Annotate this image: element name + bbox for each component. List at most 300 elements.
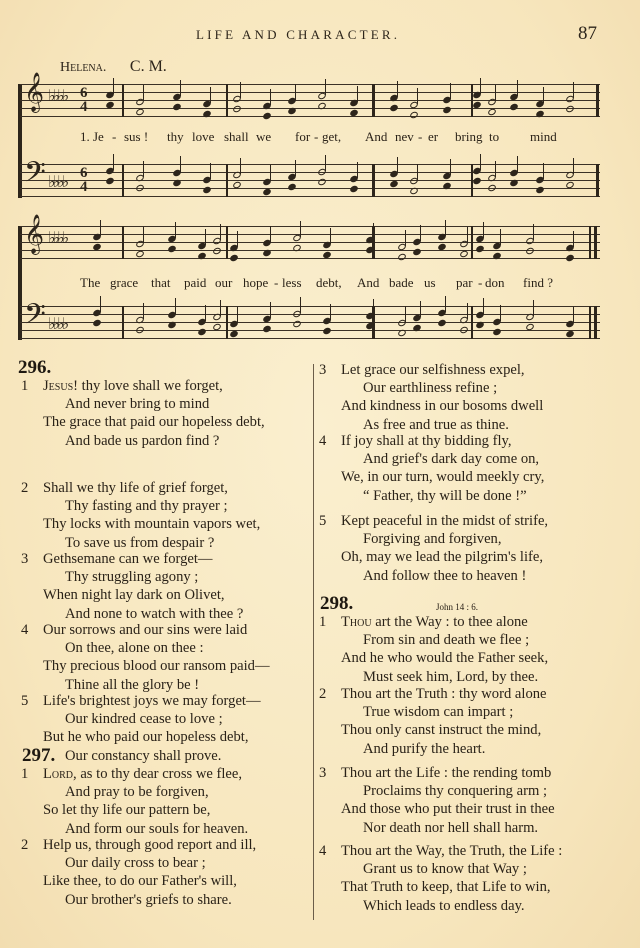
stanza-number: 3 [319, 362, 327, 378]
half-note-icon [409, 111, 419, 120]
quarter-note-icon [197, 328, 207, 337]
lyric-syllable: shall [224, 129, 249, 144]
note-stem [483, 298, 484, 314]
treble-staff [18, 216, 600, 259]
lyric-syllable: - [418, 129, 423, 144]
note-stem [405, 306, 406, 322]
note-stem [417, 164, 418, 180]
note-stem [480, 154, 481, 170]
bar-line [226, 306, 228, 339]
lyric-syllable: paid [184, 275, 207, 290]
staff-line [18, 306, 600, 307]
half-note-icon [525, 247, 535, 256]
lyric-syllable: - [314, 129, 319, 144]
quarter-note-icon [229, 254, 239, 263]
stanza-number: 2 [319, 686, 327, 702]
bar-line [372, 84, 375, 117]
note-stem [405, 230, 406, 246]
half-note-icon [292, 244, 302, 253]
note-stem [143, 227, 144, 243]
note-stem [180, 156, 181, 172]
treble-clef-icon: 𝄞 [24, 74, 45, 111]
verse-line: Our kindred cease to love ; [65, 711, 223, 728]
note-stem [240, 82, 241, 98]
note-stem [330, 228, 331, 244]
key-signature-flats-icon: ♭♭♭♭ [48, 316, 67, 333]
note-stem [420, 225, 421, 241]
bar-line [589, 226, 591, 259]
quarter-note-icon [475, 321, 485, 330]
verse-line: Must seek him, Lord, by thee. [363, 668, 539, 685]
note-stem [467, 303, 468, 319]
note-stem [397, 81, 398, 97]
note-stem [500, 229, 501, 245]
quarter-note-icon [262, 325, 272, 334]
lyric-syllable: mind [530, 129, 557, 144]
note-stem [100, 220, 101, 236]
verse-text: , as to thy dear cross we flee, [73, 766, 243, 782]
verse-line: Our brother's griefs to share. [65, 891, 232, 908]
note-stem [373, 299, 374, 315]
hymn-number-298: 298. [320, 593, 354, 614]
quarter-note-icon [167, 245, 177, 254]
stanza-lead-word: Jesus [43, 378, 74, 394]
verse-line [21, 377, 265, 395]
note-stem [573, 158, 574, 174]
note-stem [295, 84, 296, 100]
treble-staff [18, 74, 600, 117]
stanza-number: 1 [21, 378, 29, 394]
note-stem [300, 221, 301, 237]
note-stem [573, 307, 574, 323]
quarter-note-icon [509, 103, 519, 112]
quarter-note-icon [262, 112, 272, 121]
note-stem [467, 227, 468, 243]
verse-line: Life's brightest joys we may forget— [43, 693, 261, 709]
note-stem [325, 79, 326, 95]
stanza-number: 3 [319, 765, 327, 781]
half-note-icon [487, 184, 497, 193]
stanza-number: 4 [319, 843, 327, 859]
bar-line [122, 226, 124, 259]
lyric-syllable: The [80, 275, 101, 290]
verse-line [21, 765, 248, 783]
stanza-3 [21, 550, 243, 623]
quarter-note-icon [202, 186, 212, 195]
note-stem [143, 161, 144, 177]
note-stem [270, 165, 271, 181]
key-signature-flats-icon: ♭♭♭♭ [48, 230, 67, 247]
quarter-note-icon [492, 252, 502, 261]
verse-line: But he who paid our hopeless debt, [43, 729, 249, 746]
verse-line: Our constancy shall prove. [65, 747, 222, 764]
verse-line: And none to watch with thee ? [65, 605, 244, 622]
note-stem [397, 157, 398, 173]
bar-line [18, 306, 20, 339]
half-note-icon [292, 320, 302, 329]
half-note-icon [397, 329, 407, 338]
bar-line [372, 164, 375, 197]
note-stem [205, 229, 206, 245]
stanza-number: 5 [319, 513, 327, 529]
stanza-1 [21, 765, 248, 838]
quarter-note-icon [412, 248, 422, 257]
bass-clef-icon: 𝄢 [24, 158, 46, 195]
quarter-note-icon [535, 186, 545, 195]
verse-line: As free and true as thine. [363, 416, 509, 433]
note-stem [543, 163, 544, 179]
half-note-icon [459, 326, 469, 335]
lyric-syllable: that [151, 275, 171, 290]
bass-clef-icon: 𝄢 [24, 300, 46, 337]
quarter-note-icon [197, 252, 207, 261]
stanza-1 [21, 377, 265, 450]
note-stem [300, 297, 301, 313]
verse-line: Nor death nor hell shall harm. [363, 819, 539, 836]
note-stem [175, 222, 176, 238]
stanza-5 [21, 692, 261, 765]
staff-line [18, 314, 600, 315]
verse-line: Thy locks with mountain vapors wet, [43, 516, 261, 533]
stanza-number: 2 [21, 837, 29, 853]
lyric-syllable: par [456, 275, 473, 290]
note-stem [210, 163, 211, 179]
note-stem [237, 307, 238, 323]
note-stem [325, 155, 326, 171]
half-note-icon [565, 105, 575, 114]
verse-line: Which leads to endless day. [363, 897, 525, 914]
music-system-1 [18, 74, 600, 204]
lyric-syllable: And [365, 129, 388, 144]
stanza-3 [319, 764, 555, 837]
quarter-note-icon [105, 177, 115, 186]
verse-line: And kindness in our bosoms dwell [341, 398, 544, 415]
verse-line: And follow thee to heaven ! [363, 567, 527, 584]
lyric-syllable: love [192, 129, 215, 144]
bar-line [594, 226, 597, 259]
staff-line [18, 188, 600, 189]
quarter-note-icon [475, 245, 485, 254]
stanza-4 [319, 432, 544, 505]
half-note-icon [135, 184, 145, 193]
verse-line: Thy fasting and thy prayer ; [65, 498, 228, 515]
stanza-number: 4 [21, 622, 29, 638]
quarter-note-icon [172, 103, 182, 112]
stanza-2 [21, 479, 260, 552]
quarter-note-icon [92, 319, 102, 328]
note-stem [100, 296, 101, 312]
quarter-note-icon [287, 107, 297, 116]
stanza-1 [319, 613, 548, 686]
staff-line [18, 242, 600, 243]
verse-line: Like thee, to do our Father's will, [43, 873, 237, 890]
half-note-icon [317, 102, 327, 111]
staff-line [18, 196, 600, 197]
quarter-note-icon [565, 254, 575, 263]
lyric-syllable: - [478, 275, 483, 290]
verse-text: ! thy love shall we forget, [73, 378, 223, 394]
bar-line [471, 226, 473, 259]
key-signature-flats-icon: ♭♭♭♭ [48, 88, 67, 105]
staff-line [18, 338, 600, 339]
quarter-note-icon [442, 182, 452, 191]
stanza-number: 4 [319, 433, 327, 449]
note-stem [483, 222, 484, 238]
time-signature: 6 4 [80, 85, 88, 115]
note-stem [270, 89, 271, 105]
lyric-syllable: grace [110, 275, 139, 290]
note-stem [143, 85, 144, 101]
note-stem [517, 156, 518, 172]
verse-line: If joy shall at thy bidding fly, [341, 433, 512, 449]
note-stem [270, 226, 271, 242]
scripture-reference: John 14 : 6. [436, 602, 479, 612]
verse-line: The grace that paid our hopeless debt, [43, 414, 265, 431]
verse-line: True wisdom can impart ; [363, 704, 514, 721]
lyric-syllable: er [428, 129, 439, 144]
lyric-syllable: - [274, 275, 279, 290]
note-stem [295, 160, 296, 176]
note-stem [220, 224, 221, 240]
note-stem [533, 224, 534, 240]
bar-line [589, 306, 591, 339]
verse-line: When night lay dark on Olivet, [43, 587, 225, 604]
bar-line [18, 164, 20, 197]
verse-line: Forgiving and forgiven, [363, 531, 502, 548]
half-note-icon [409, 187, 419, 196]
bar-line [596, 84, 599, 117]
note-stem [330, 304, 331, 320]
bar-line [122, 164, 124, 197]
bar-line [596, 164, 599, 197]
note-stem [420, 301, 421, 317]
staff-line [18, 258, 600, 259]
bar-line [594, 306, 597, 339]
verse-line: Thou art the Life : the rending tomb [341, 765, 552, 781]
note-stem [210, 87, 211, 103]
note-stem [573, 82, 574, 98]
note-stem [417, 88, 418, 104]
lyric-syllable: hope [243, 275, 269, 290]
stanza-lead-word: Thou [341, 614, 372, 630]
note-stem [237, 231, 238, 247]
quarter-note-icon [389, 104, 399, 113]
verse-text: art the Way : to thee alone [371, 614, 528, 630]
verse-line: And those who put their trust in thee [341, 801, 555, 818]
bass-staff [18, 158, 600, 197]
stanza-4 [21, 621, 270, 694]
lyric-syllable: thy [167, 129, 184, 144]
staff-line [18, 116, 600, 117]
verse-line: Grant us to know that Way ; [363, 861, 527, 878]
lyric-syllable: don [485, 275, 505, 290]
lyric-syllable: - [112, 129, 117, 144]
music-system-2 [18, 216, 600, 346]
verse-line [319, 613, 548, 631]
note-stem [220, 300, 221, 316]
quarter-note-icon [535, 110, 545, 119]
half-note-icon [317, 178, 327, 187]
quarter-note-icon [442, 106, 452, 115]
treble-clef-icon: 𝄞 [24, 216, 45, 253]
lyric-syllable: our [215, 275, 233, 290]
lyric-syllable: find ? [523, 275, 553, 290]
verse-line: And pray to be forgiven, [65, 784, 209, 801]
note-stem [573, 231, 574, 247]
stanza-4 [319, 842, 562, 915]
note-stem [450, 159, 451, 175]
tune-heading [60, 58, 167, 76]
half-note-icon [135, 326, 145, 335]
staff-line [18, 250, 600, 251]
quarter-note-icon [172, 179, 182, 188]
bar-line [122, 84, 124, 117]
stanza-2 [21, 836, 256, 909]
verse-line: And form our souls for heaven. [65, 820, 249, 837]
note-stem [357, 86, 358, 102]
bar-line [226, 226, 228, 259]
bar-line [226, 84, 228, 117]
lyric-syllable: sus ! [124, 129, 149, 144]
verse-line: And purify the heart. [363, 740, 486, 757]
lyric-syllable: for [295, 129, 311, 144]
bass-staff [18, 300, 600, 339]
note-stem [180, 80, 181, 96]
quarter-note-icon [287, 183, 297, 192]
verse-line: To save us from despair ? [65, 534, 215, 551]
stanza-number: 3 [21, 551, 29, 567]
bar-line [122, 306, 124, 339]
lyric-syllable: 1. Je [80, 129, 104, 144]
lyric-syllable: bade [389, 275, 414, 290]
key-signature-flats-icon: ♭♭♭♭ [48, 174, 67, 191]
verse-line: “ Father, thy will be done !” [363, 487, 527, 504]
note-stem [113, 78, 114, 94]
verse-line: Help us, through good report and ill, [43, 837, 257, 853]
half-note-icon [397, 253, 407, 262]
lyric-syllable: to [489, 129, 500, 144]
verse-line: That Truth to keep, that Life to win, [341, 879, 551, 896]
quarter-note-icon [262, 249, 272, 258]
note-stem [495, 85, 496, 101]
lyric-syllable: get, [322, 129, 342, 144]
half-note-icon [212, 247, 222, 256]
verse-line: We, in our turn, would meekly cry, [341, 469, 545, 486]
verse-line: On thee, alone on thee : [65, 640, 204, 657]
verse-line: Thou art the Truth : thy word alone [341, 686, 547, 702]
quarter-note-icon [492, 328, 502, 337]
verse-line: Our sorrows and our sins were laid [43, 622, 248, 638]
lyric-syllable: less [282, 275, 302, 290]
verse-line: Thine all the glory be ! [65, 676, 200, 693]
verse-line: And he who would the Father seek, [341, 650, 549, 667]
lyric-syllable: And [357, 275, 380, 290]
quarter-note-icon [412, 324, 422, 333]
note-stem [500, 305, 501, 321]
time-signature: 6 4 [80, 165, 88, 195]
verse-line: From sin and death we flee ; [363, 632, 530, 649]
note-stem [480, 78, 481, 94]
staff-line [18, 234, 600, 235]
verse-line: And bade us pardon find ? [65, 432, 220, 449]
note-stem [205, 305, 206, 321]
verse-line: Let grace our selfishness expel, [341, 362, 525, 378]
quarter-note-icon [472, 177, 482, 186]
quarter-note-icon [202, 110, 212, 119]
stanza-number: 2 [21, 480, 29, 496]
tune-name: Helena. [60, 60, 107, 75]
half-note-icon [232, 105, 242, 114]
stanza-5 [319, 512, 548, 585]
staff-line [18, 164, 600, 165]
verse-line: Proclaims thy conquering arm ; [363, 783, 548, 800]
note-stem [450, 83, 451, 99]
verse-line: Kept peaceful in the midst of strife, [341, 513, 549, 529]
verse-line: Our earthliness refine ; [363, 380, 498, 397]
stanza-lead-word: Lord [43, 766, 74, 782]
stanza-number: 1 [21, 766, 29, 782]
quarter-note-icon [322, 327, 332, 336]
bar-line [471, 306, 473, 339]
stanza-2 [319, 685, 547, 758]
note-stem [270, 302, 271, 318]
note-stem [240, 158, 241, 174]
lyric-syllable: nev [395, 129, 414, 144]
lyric-syllable: us [424, 275, 436, 290]
column-divider [313, 364, 314, 920]
stanza-number: 5 [21, 693, 29, 709]
tune-meter: C. M. [129, 58, 167, 75]
bar-line [18, 226, 20, 259]
page-number: 87 [578, 23, 597, 44]
verse-line: Thy struggling agony ; [65, 569, 199, 586]
note-stem [373, 223, 374, 239]
note-stem [357, 162, 358, 178]
stanza-number: 1 [319, 614, 327, 630]
verse-line: Gethsemane can we forget— [43, 551, 213, 567]
verse-line: Thou only canst instruct the mind, [341, 722, 542, 739]
staff-line [18, 226, 600, 227]
hymn-number-297: 297. [22, 745, 56, 766]
verse-line: Shall we thy life of grief forget, [43, 480, 228, 496]
staff-line [18, 322, 600, 323]
verse-line: Thy precious blood our ransom paid— [43, 658, 270, 675]
running-title: LIFE AND CHARACTER. [196, 27, 401, 42]
bar-line [18, 84, 20, 117]
lyric-syllable: we [256, 129, 272, 144]
note-stem [113, 154, 114, 170]
quarter-note-icon [437, 319, 447, 328]
quarter-note-icon [167, 321, 177, 330]
stanza-3 [319, 361, 543, 434]
verse-line: Thou art the Way, the Truth, the Life : [341, 843, 563, 859]
verse-line: So let thy life our pattern be, [43, 802, 211, 819]
note-stem [445, 220, 446, 236]
staff-line [18, 330, 600, 331]
quarter-note-icon [349, 185, 359, 194]
note-stem [533, 300, 534, 316]
verse-line: And grief's dark day come on, [363, 451, 540, 468]
note-stem [175, 298, 176, 314]
note-stem [517, 80, 518, 96]
note-stem [495, 161, 496, 177]
bar-line [471, 84, 473, 117]
staff-line [18, 84, 600, 85]
note-stem [543, 87, 544, 103]
quarter-note-icon [509, 179, 519, 188]
lyric-syllable: bring [455, 129, 483, 144]
verse-line: Our daily cross to bear ; [65, 855, 206, 872]
